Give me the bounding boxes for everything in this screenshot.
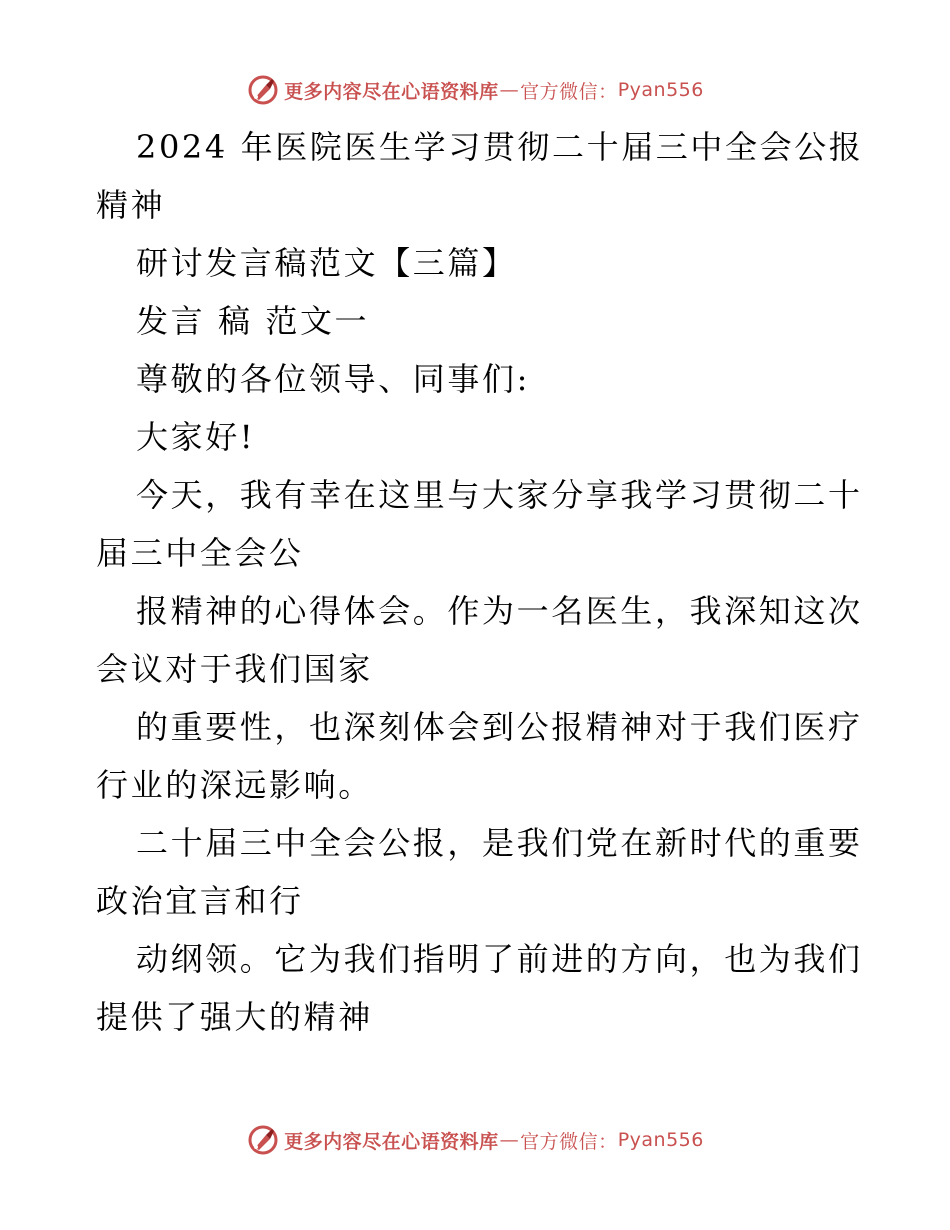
doc-paragraph-line: 的重要性，也深刻体会到公报精神对于我们医疗 [136,708,863,746]
header-watermark [0,70,950,110]
watermark-wechat-label: 官方微信： [520,1130,618,1153]
doc-salutation: 尊敬的各位领导、同事们: [136,360,530,398]
doc-paragraph-line: 会议对于我们国家 [96,650,373,688]
doc-paragraph-line: 政治宜言和行 [96,882,304,920]
watermark-dash: — [499,1129,520,1151]
watermark-site-text: 更多内容尽在心语资料库 [284,1130,499,1153]
pen-nib-logo-icon [246,73,280,107]
doc-paragraph-line: 行业的深远影响。 [96,766,373,804]
doc-paragraph-line: 提供了强大的精神 [96,998,373,1036]
doc-paragraph-line: 今天，我有幸在这里与大家分享我学习贯彻二十 [136,476,863,514]
doc-paragraph-line: 报精神的心得体会。作为一名医生，我深知这次 [136,592,863,630]
doc-subtitle: 研讨发言稿范文【三篇】 [136,244,517,282]
watermark-dash: — [499,79,520,101]
doc-paragraph-line: 二十届三中全会公报，是我们党在新时代的重要 [136,824,863,862]
doc-paragraph-line: 届三中全会公 [96,534,304,572]
document-body [96,118,864,1046]
doc-section-heading: 发言 稿 范文一 [136,302,370,340]
doc-greeting: 大家好! [136,418,256,456]
doc-title-line-2: 精神 [96,186,166,224]
watermark-wechat-id: Pyan556 [617,1129,704,1151]
doc-paragraph-line: 动纲领。它为我们指明了前进的方向，也为我们 [136,940,863,978]
pen-nib-logo-icon [246,1123,280,1157]
watermark-site-text: 更多内容尽在心语资料库 [284,80,499,103]
watermark-wechat-label: 官方微信： [520,80,618,103]
watermark-wechat-id: Pyan556 [617,79,704,101]
doc-title-line-1: 2024 年医院医生学习贯彻二十届三中全会公报 [136,128,864,166]
footer-watermark [0,1120,950,1160]
